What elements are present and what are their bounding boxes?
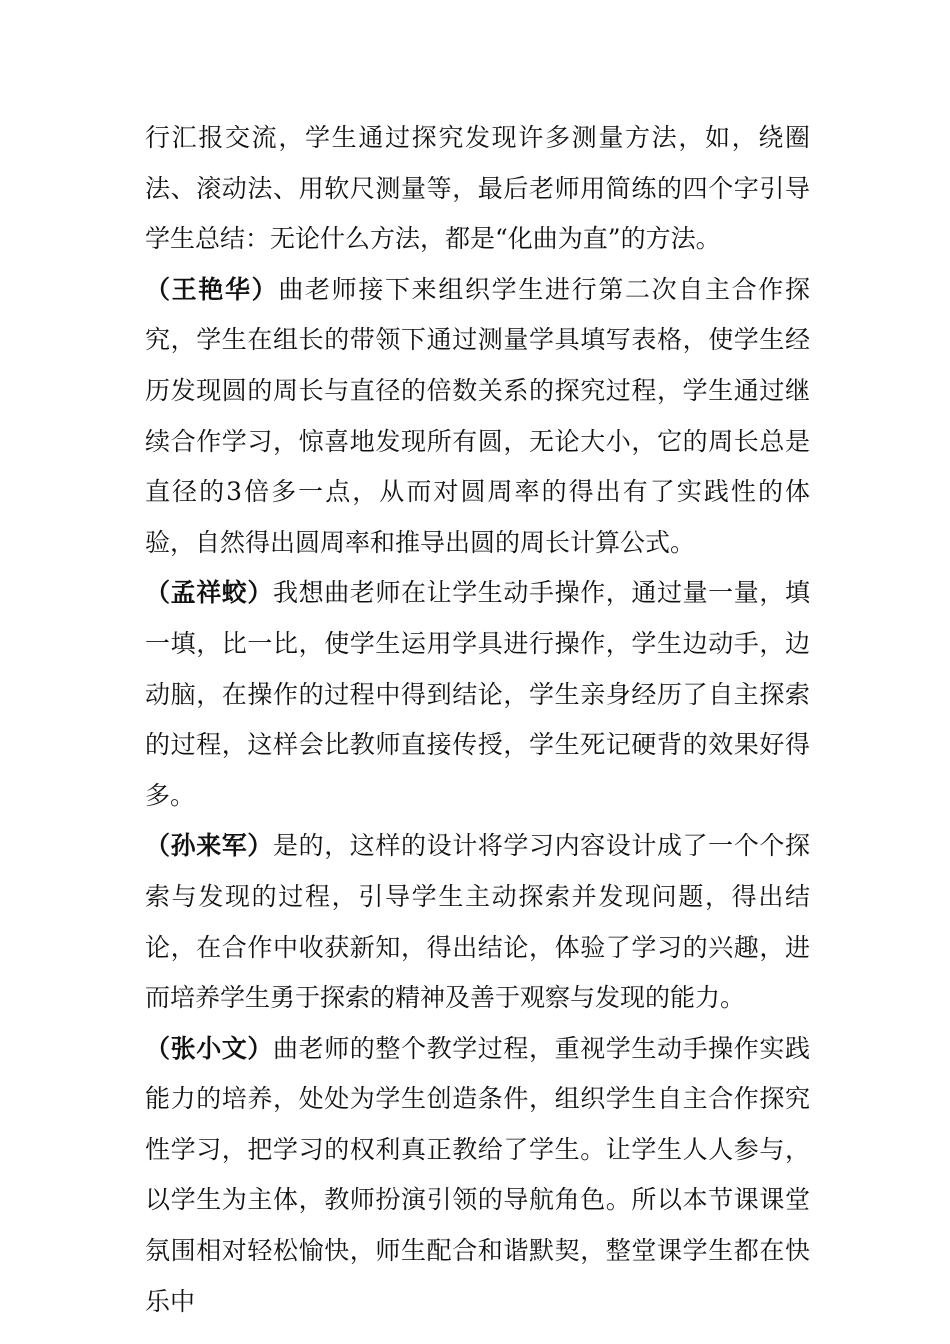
speaker-label: （孙来军） xyxy=(145,831,273,861)
speaker-label: （张小文） xyxy=(145,1033,273,1063)
paragraph-1 xyxy=(145,113,810,265)
paragraph-text: 曲老师接下来组织学生进行第二次自主合作探究，学生在组长的带领下通过测量学具填写表格，使学生经历发现圆的周长与直径的倍数关系的探究过程，学生通过继续合作学习，惊喜地发现所有圆，无论大小，它的周长总是直径的3倍多一点，从而对圆周率的得出有了实践性的体验，自然得出圆周率和推导出圆的周长计算公式。 xyxy=(145,274,810,557)
paragraph-text: 我想曲老师在让学生动手操作，通过量一量，填一填，比一比，使学生运用学具进行操作，学生边动手，边动脑，在操作的过程中得到结论，学生亲身经历了自主探索的过程，这样会比教师直接传授，学生死记硬背的效果好得多。 xyxy=(145,578,810,810)
paragraph-4 xyxy=(145,821,810,1023)
paragraph-text: 是的，这样的设计将学习内容设计成了一个个探索与发现的过程，引导学生主动探索并发现问题，得出结论，在合作中收获新知，得出结论，体验了学习的兴趣，进而培养学生勇于探索的精神及善于观察与发现的能力。 xyxy=(145,831,810,1013)
paragraph-3 xyxy=(145,568,810,821)
paragraph-2 xyxy=(145,265,810,569)
document-body xyxy=(145,113,810,1327)
speaker-label: （孟祥蛟） xyxy=(145,578,273,608)
paragraph-text: 曲老师的整个教学过程，重视学生动手操作实践能力的培养，处处为学生创造条件，组织学生自主合作探究性学习，把学习的权利真正教给了学生。让学生人人参与，以学生为主体，教师扮演引领的导航角色。所以本节课课堂氛围相对轻松愉快，师生配合和谐默契，整堂课学生都在快乐中 xyxy=(145,1033,810,1316)
paragraph-text: 行汇报交流，学生通过探究发现许多测量方法，如，绕圈法、滚动法、用软尺测量等，最后老师用简练的四个字引导学生总结：无论什么方法，都是“化曲为直”的方法。 xyxy=(145,123,810,254)
paragraph-5 xyxy=(145,1024,810,1328)
speaker-label: （王艳华） xyxy=(145,274,279,304)
